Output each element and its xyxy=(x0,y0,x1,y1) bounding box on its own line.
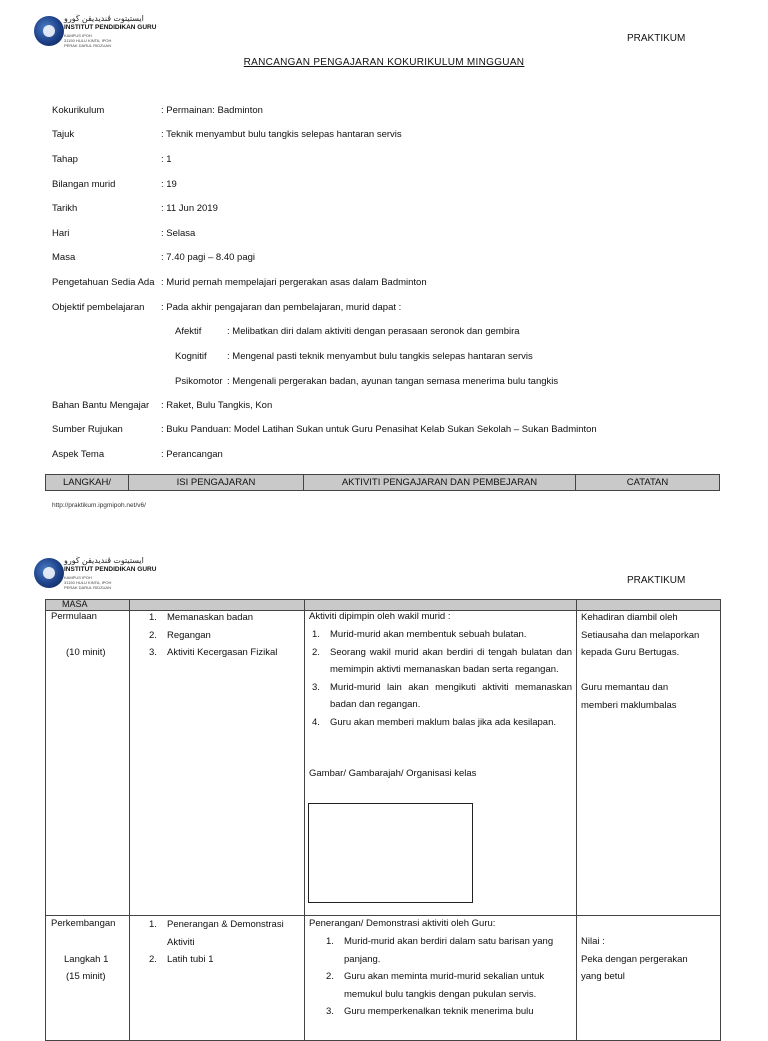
list-item: 1. Penerangan & Demonstrasi xyxy=(149,919,284,930)
header-masa: MASA xyxy=(62,599,88,609)
field-label: Pengetahuan Sedia Ada xyxy=(52,277,155,288)
logo-address: KAMPUS IPOH 31150 HULU KINTA, IPOH PERAK DARUL RIDZUAN xyxy=(64,575,112,590)
objective-value: : Mengenali pergerakan badan, ayunan tangan semasa menerima bulu tangkis xyxy=(227,376,559,387)
logo-emblem-icon xyxy=(34,558,64,588)
field-label: Aspek Tema xyxy=(52,449,105,460)
field-value: : 19 xyxy=(161,179,177,190)
field-label: Sumber Rujukan xyxy=(52,424,123,435)
lesson-table xyxy=(45,599,721,1041)
isi-list xyxy=(149,916,284,969)
field-value: : Murid pernah mempelajari pergerakan asas dalam Badminton xyxy=(161,277,427,288)
field-value: : Selasa xyxy=(161,228,196,239)
field-label: Objektif pembelajaran xyxy=(52,302,145,313)
field-label: Bilangan murid xyxy=(52,179,116,190)
aktiviti-intro: Aktiviti dipimpin oleh wakil murid : xyxy=(309,611,451,622)
list-item: 1. Murid-murid akan membentuk sebuah bulatan. xyxy=(312,629,527,640)
langkah-duration: (15 minit) xyxy=(66,971,106,982)
field-value: : Pada akhir pengajaran dan pembelajaran, murid dapat : xyxy=(161,302,402,313)
field-value: : Raket, Bulu Tangkis, Kon xyxy=(161,400,273,411)
list-item: 1. Memanaskan badan xyxy=(149,612,254,623)
field-label: Hari xyxy=(52,228,70,239)
objective-label: Psikomotor xyxy=(175,376,223,387)
field-value: : Permainan: Badminton xyxy=(161,105,263,116)
objective-value: : Mengenal pasti teknik menyambut bulu tangkis selepas hantaran servis xyxy=(227,351,533,362)
field-label: Bahan Bantu Mengajar xyxy=(52,400,150,411)
field-value: : 11 Jun 2019 xyxy=(161,203,218,214)
aktiviti-intro: Penerangan/ Demonstrasi aktiviti oleh Guru: xyxy=(309,918,496,929)
field-label: Tajuk xyxy=(52,129,75,140)
ipg-logo xyxy=(34,14,157,50)
class-organization-diagram xyxy=(308,803,473,903)
list-item: 2. Latih tubi 1 xyxy=(149,954,214,965)
isi-list xyxy=(149,609,277,662)
footer-url[interactable]: http://praktikum.ipgmipoh.net/v6/ xyxy=(52,502,146,509)
langkah-number: Langkah 1 xyxy=(64,954,109,965)
field-value: : 7.40 pagi – 8.40 pagi xyxy=(161,252,256,263)
ipg-logo xyxy=(34,556,157,592)
gambar-label: Gambar/ Gambarajah/ Organisasi kelas xyxy=(309,768,477,779)
list-item: 4. Guru akan memberi maklum balas jika ada kesilapan. xyxy=(312,716,556,728)
logo-emblem-icon xyxy=(34,16,64,46)
langkah-duration: (10 minit) xyxy=(66,647,106,658)
praktikum-label: PRAKTIKUM xyxy=(627,575,686,586)
objective-label: Afektif xyxy=(175,326,202,337)
list-item: Aktiviti xyxy=(167,936,195,948)
logo-address: KAMPUS IPOH 31150 HULU KINTA, IPOH PERAK DARUL RIDZUAN xyxy=(64,33,112,48)
field-value: : Perancangan xyxy=(161,449,223,460)
aktiviti-list xyxy=(326,933,556,1021)
header-isi: ISI PENGAJARAN xyxy=(129,475,304,491)
field-label: Tahap xyxy=(52,154,78,165)
field-label: Masa xyxy=(52,252,76,263)
logo-institution-name: INSTITUT PENDIDIKAN GURU xyxy=(64,566,157,573)
aktiviti-list xyxy=(312,626,572,731)
field-label: Tarikh xyxy=(52,203,78,214)
logo-jawi-text: ايستيتوت ڤنديديقن ڬورو xyxy=(64,14,144,23)
list-item: 3. Aktiviti Kecergasan Fizikal xyxy=(149,647,278,658)
field-value: : Buku Panduan: Model Latihan Sukan untuk Guru Penasihat Kelab Sukan Sekolah – Sukan Badminton xyxy=(161,424,597,435)
list-item: 2. Regangan xyxy=(149,629,211,641)
header-aktiviti: AKTIVITI PENGAJARAN DAN PEMBEJARAN xyxy=(304,475,576,491)
lesson-table-header xyxy=(45,474,720,491)
field-label: Kokurikulum xyxy=(52,105,105,116)
field-value: : 1 xyxy=(161,154,172,165)
list-item: 1. Murid-murid akan berdiri dalam satu barisan yang panjang. xyxy=(326,936,554,965)
objective-value: : Melibatkan diri dalam aktiviti dengan perasaan seronok dan gembira xyxy=(227,326,520,337)
logo-institution-name: INSTITUT PENDIDIKAN GURU xyxy=(64,24,157,31)
header-langkah: LANGKAH/ xyxy=(46,475,129,491)
list-item: 3. Murid-murid lain akan mengikuti aktiviti memanaskan badan dan regangan. xyxy=(312,681,572,710)
header-catatan: CATATAN xyxy=(576,475,720,491)
langkah-perkembangan: Perkembangan xyxy=(51,918,116,929)
list-item: 2. Guru akan meminta murid-murid sekalian untuk memukul bulu tangkis dengan pukulan servis. xyxy=(326,971,545,1000)
logo-jawi-text: ايستيتوت ڤنديديقن ڬورو xyxy=(64,556,144,565)
langkah-permulaan: Permulaan xyxy=(51,611,97,622)
list-item: 3. Guru memperkenalkan teknik menerima bulu xyxy=(326,1006,534,1017)
catatan-text: Kehadiran diambil oleh Setiausaha dan melaporkan kepada Guru Bertugas. Guru memantau dan memberi maklumbalas xyxy=(581,612,700,711)
catatan-text: Nilai : Peka dengan pergerakan yang betul xyxy=(581,936,688,982)
field-value: : Teknik menyambut bulu tangkis selepas hantaran servis xyxy=(161,129,402,140)
objective-label: Kognitif xyxy=(175,351,207,362)
praktikum-label: PRAKTIKUM xyxy=(627,33,686,44)
list-item: 2. Seorang wakil murid akan berdiri di tengah bulatan dan memimpin aktivti memanaskan badan serta regangan. xyxy=(312,646,572,675)
page-title: RANCANGAN PENGAJARAN KOKURIKULUM MINGGUAN xyxy=(243,57,525,68)
